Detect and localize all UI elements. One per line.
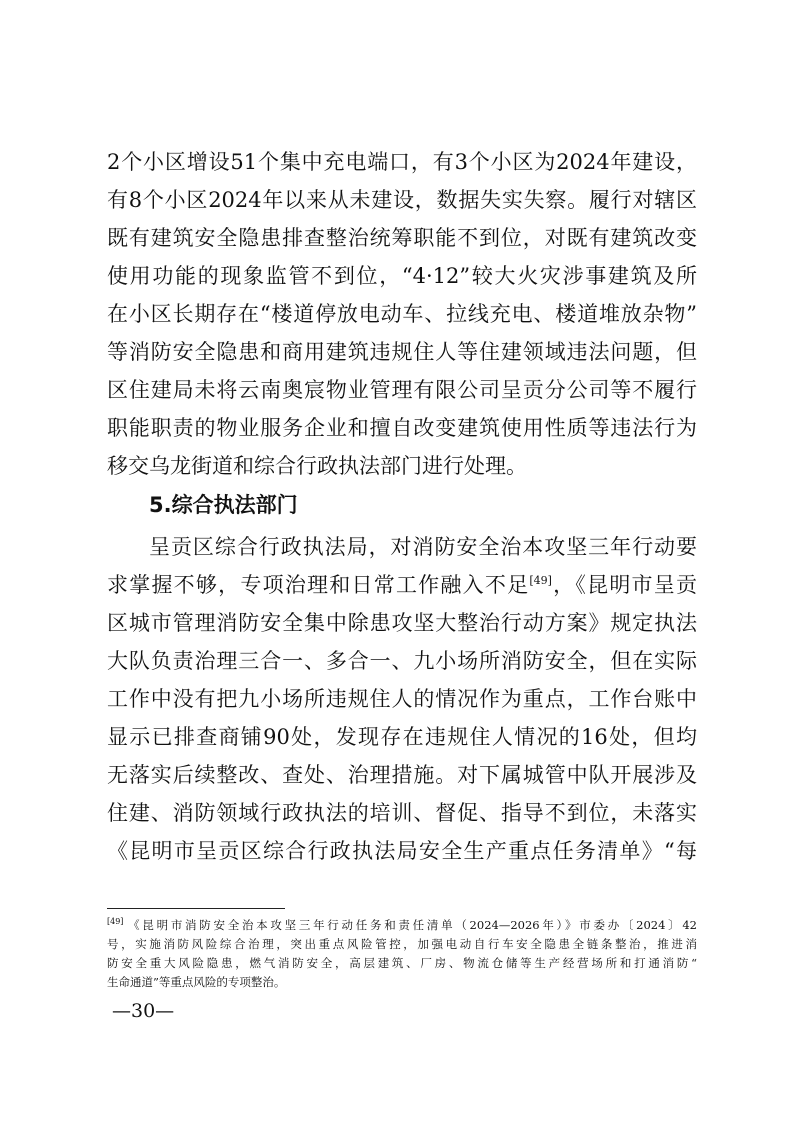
body-line: 显示已排查商铺90处，发现存在违规住人情况的16处，但均 — [107, 725, 697, 749]
body-line: 等消防安全隐患和商用建筑违规住人等住建领域违法问题，但 — [107, 340, 697, 364]
body-line: 区住建局未将云南奥宸物业管理有限公司呈贡分公司等不履行 — [107, 378, 697, 402]
body-line-with-footnote-ref — [107, 566, 697, 604]
footnote-marker: [49] — [107, 917, 124, 926]
body-line: 职能职责的物业服务企业和擅自改变建筑使用性质等违法行为 — [107, 416, 697, 440]
body-line-tail: ，《昆明市呈贡 — [551, 573, 698, 597]
body-line: 既有建筑安全隐患排查整治统筹职能不到位，对既有建筑改变 — [107, 226, 697, 250]
footnote-line: 生命通道”等重点风险的专项整治。 — [107, 975, 286, 989]
body-line: 区城市管理消防安全集中除患攻坚大整治行动方案》规定执法 — [107, 611, 697, 635]
section-heading: 5.综合执法部门 — [149, 493, 298, 517]
footnote-line: 防安全重大风险隐患，燃气消防安全，高层建筑、厂房、物流仓储等生产经营场所和打通消防“ — [107, 956, 697, 970]
body-line: 工作中没有把九小场所违规住人的情况作为重点，工作台账中 — [107, 687, 697, 711]
body-line: 在小区长期存在“楼道停放电动车、拉线充电、楼道堆放杂物” — [107, 302, 697, 326]
body-line: 《昆明市呈贡区综合行政执法局安全生产重点任务清单》“每 — [107, 839, 697, 863]
body-line: 呈贡区综合行政执法局，对消防安全治本攻坚三年行动要 — [149, 535, 697, 559]
body-line: 使用功能的现象监管不到位，“4·12”较大火灾涉事建筑及所 — [107, 264, 697, 288]
body-line: 大队负责治理三合一、多合一、九小场所消防安全，但在实际 — [107, 649, 697, 673]
footnote-reference[interactable]: [49] — [529, 574, 552, 587]
footnote-divider — [107, 908, 285, 909]
footnote-line: 号，实施消防风险综合治理，突出重点风险管控，加强电动自行车安全隐患全链条整治，推进消 — [107, 937, 697, 951]
body-line: 移交乌龙街道和综合行政执法部门进行处理。 — [107, 454, 527, 478]
footnote-text: 《昆明市消防安全治本攻坚三年行动任务和责任清单（2024—2026年）》市委办〔2024〕42 — [125, 918, 697, 932]
body-line: 有8个小区2024年以来从未建设，数据失实失察。履行对辖区 — [107, 188, 697, 212]
page-number: —30— — [112, 1000, 175, 1022]
body-line: 住建、消防领域行政执法的培训、督促、指导不到位，未落实 — [107, 801, 697, 825]
footnote-line — [107, 916, 697, 935]
body-line: 2个小区增设51个集中充电端口，有3个小区为2024年建设， — [107, 150, 697, 174]
body-line: 无落实后续整改、查处、治理措施。对下属城管中队开展涉及 — [107, 763, 697, 787]
body-line-text: 求掌握不够，专项治理和日常工作融入不足 — [107, 573, 530, 597]
